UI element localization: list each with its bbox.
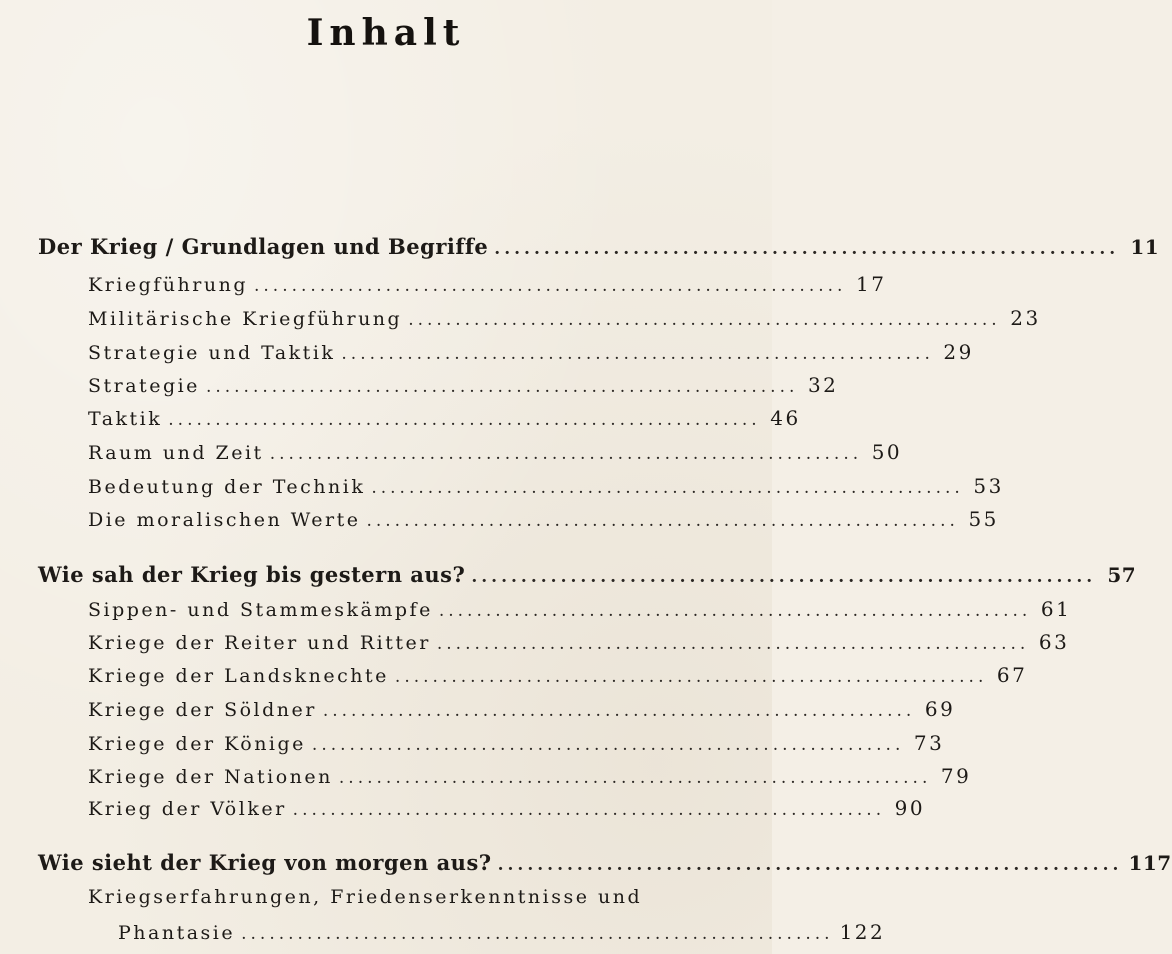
toc-item xyxy=(88,406,801,430)
toc-page-number: 23 xyxy=(1010,306,1041,330)
toc-item-label: Die moralischen Werte xyxy=(88,509,361,531)
toc-item xyxy=(88,306,1041,330)
toc-page-number: 57 xyxy=(1107,563,1137,587)
toc-item-label: Kriege der Söldner xyxy=(88,699,317,721)
toc-item xyxy=(88,597,1072,621)
dot-leader: ............................................................... xyxy=(438,601,1032,621)
toc-page-number: 63 xyxy=(1038,630,1070,654)
dot-leader: ............................................................... xyxy=(408,310,1001,330)
dot-leader: ............................................................... xyxy=(205,377,799,397)
dot-leader: ............................................................... xyxy=(494,239,1120,259)
dot-leader: ............................................................... xyxy=(341,344,934,364)
toc-section-3 xyxy=(38,850,1172,875)
toc-section-1 xyxy=(38,234,1160,259)
toc-item-label: Krieg der Völker xyxy=(88,798,287,820)
toc-item xyxy=(88,474,1004,498)
toc-page-number: 67 xyxy=(996,663,1028,687)
toc-page-number: 69 xyxy=(924,697,956,721)
toc-page-number: 61 xyxy=(1040,597,1072,621)
dot-leader: ............................................................... xyxy=(497,855,1123,875)
toc-page-number: 32 xyxy=(807,373,839,397)
toc-section-label: Wie sieht der Krieg von morgen aus? xyxy=(38,850,492,875)
dot-leader: ............................................................... xyxy=(371,478,964,498)
toc-page-number: 79 xyxy=(940,764,972,788)
toc-item-label: Bedeutung der Technik xyxy=(88,476,366,498)
toc-page-number: 29 xyxy=(943,340,974,364)
toc-page-number: 46 xyxy=(770,406,801,430)
toc-page-number: 122 xyxy=(839,920,886,944)
toc-page-number: 117 xyxy=(1128,851,1172,875)
dot-leader: ............................................................... xyxy=(436,634,1030,654)
toc-page-number: 90 xyxy=(894,796,926,820)
toc-item xyxy=(88,440,903,464)
dot-leader: ............................................................... xyxy=(394,667,988,687)
toc-section-label: Wie sah der Krieg bis gestern aus? xyxy=(38,562,466,587)
toc-item xyxy=(88,697,956,721)
toc-item xyxy=(88,340,974,364)
toc-item xyxy=(88,663,1028,687)
toc-page-number: 11 xyxy=(1130,235,1160,259)
toc-item-label: Strategie und Taktik xyxy=(88,342,336,364)
toc-page-number: 53 xyxy=(973,474,1004,498)
toc-item xyxy=(88,731,945,755)
toc-item-label: Kriege der Könige xyxy=(88,733,306,755)
dot-leader: ............................................................... xyxy=(366,511,959,531)
dot-leader: ............................................................... xyxy=(241,924,834,944)
toc-item-label: Kriege der Reiter und Ritter xyxy=(88,632,431,654)
dot-leader: ............................................................... xyxy=(471,567,1097,587)
toc-item xyxy=(88,764,972,788)
toc-item-label-line1: Kriegserfahrungen, Friedenserkenntnisse und xyxy=(88,886,643,908)
toc-item xyxy=(88,272,887,296)
toc-item xyxy=(88,373,839,397)
toc-item xyxy=(88,796,926,820)
dot-leader: ............................................................... xyxy=(168,410,761,430)
toc-item-label: Taktik xyxy=(88,408,163,430)
dot-leader: ............................................................... xyxy=(322,701,916,721)
page-title: Inhalt xyxy=(306,12,466,54)
toc-item-label: Kriegführung xyxy=(88,274,248,296)
toc-page-number: 50 xyxy=(871,440,903,464)
toc-item xyxy=(88,630,1070,654)
toc-item-label: Kriege der Nationen xyxy=(88,766,333,788)
dot-leader: ............................................................... xyxy=(311,735,905,755)
dot-leader: ............................................................... xyxy=(269,444,863,464)
dot-leader: ............................................................... xyxy=(338,768,932,788)
toc-item-label-line2: Phantasie xyxy=(118,922,236,944)
toc-item xyxy=(88,507,999,531)
toc-item-label: Sippen- und Stammeskämpfe xyxy=(88,599,433,621)
toc-item-label: Kriege der Landsknechte xyxy=(88,665,389,687)
toc-item-label: Militärische Kriegführung xyxy=(88,308,403,330)
toc-section-2 xyxy=(38,562,1137,587)
dot-leader: ............................................................... xyxy=(254,276,847,296)
toc-item-label: Strategie xyxy=(88,375,200,397)
toc-page-number: 55 xyxy=(968,507,999,531)
toc-section-label: Der Krieg / Grundlagen und Begriffe xyxy=(38,234,489,259)
toc-page-number: 73 xyxy=(913,731,945,755)
toc-page-number: 17 xyxy=(856,272,887,296)
toc-item-label: Raum und Zeit xyxy=(88,442,264,464)
dot-leader: ............................................................... xyxy=(292,800,886,820)
toc-item xyxy=(118,920,886,944)
